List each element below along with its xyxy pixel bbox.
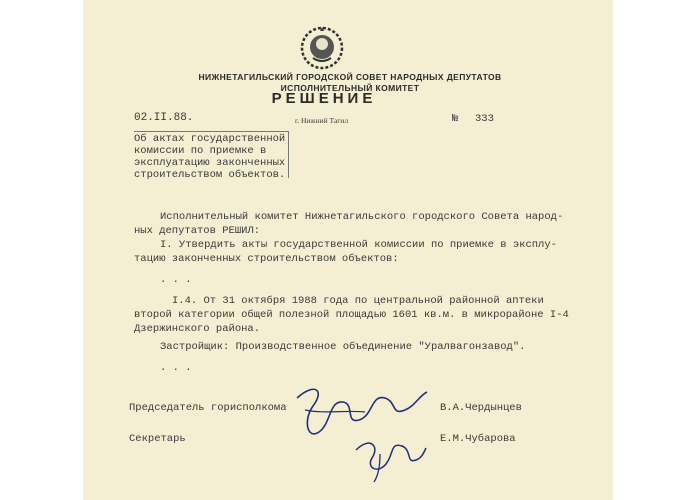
ellipsis: . . .: [160, 362, 192, 374]
org-name: НИЖНЕТАГИЛЬСКИЙ ГОРОДСКОЙ СОВЕТ НАРОДНЫХ ДЕПУТАТОВ: [198, 72, 502, 82]
body-line: Застройщик: Производственное объединение "Уралвагонзавод".: [160, 341, 526, 353]
secretary-name: Е.М.Чубарова: [440, 433, 516, 445]
body-line: Дзержинского района.: [134, 323, 261, 335]
body-line: тацию законченных строительством объектов:: [134, 253, 399, 265]
body-line: I. Утвердить акты государственной комиссии по приемке в эксплу-: [160, 239, 557, 251]
subject-line: Об актах государственной: [134, 133, 286, 145]
number-label: №: [452, 113, 459, 125]
document-number: 333: [475, 113, 494, 125]
subject-line: эксплуатацию законченных: [134, 157, 286, 169]
org-subtitle: ИСПОЛНИТЕЛЬНЫЙ КОМИТЕТ: [280, 83, 420, 93]
state-emblem-icon: [297, 24, 347, 72]
body-line: второй категории общей полезной площадью 1601 кв.м. в микрорайоне I-4: [134, 309, 569, 321]
body-line: I.4. От 31 октября 1988 года по центральной районной аптеки: [172, 295, 544, 307]
body-line: ных депутатов РЕШИЛ:: [134, 225, 261, 237]
secretary-signature: [350, 430, 430, 485]
subject-line: строительством объектов.: [134, 169, 286, 181]
chair-name: В.А.Чердынцев: [440, 402, 522, 414]
chair-title: Председатель горисполкома: [129, 402, 287, 414]
document-title: РЕШЕНИЕ: [271, 90, 377, 107]
ellipsis: . . .: [160, 274, 192, 286]
document-place: г. Нижний Тагил: [295, 116, 349, 125]
secretary-title: Секретарь: [129, 433, 186, 445]
subject-line: комиссии по приемке в: [134, 145, 267, 157]
body-line: Исполнительный комитет Нижнетагильского городского Совета народ-: [160, 211, 564, 223]
document-date: 02.II.88.: [134, 112, 194, 124]
